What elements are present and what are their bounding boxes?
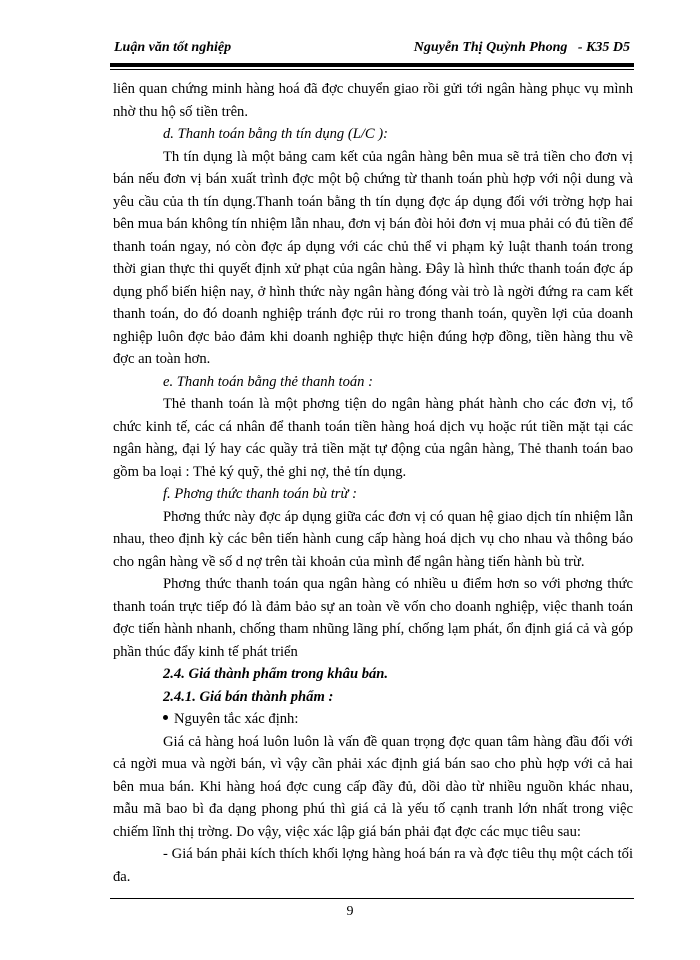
paragraph-lc: Th tín dụng là một bảng cam kết của ngân hàng bên mua sẽ trả tiền cho đơn vị bán nếu đơn vị bán xuất trình đợc một bộ chứng từ thanh toán phù hợp với nội dung và yêu cầu của th tín dụng.Thanh toán bằng th tín dụng đợc áp dụng đối với trờng hợp hai bên mua bán không tín nhiệm lẫn nhau, đơn vị bán đòi hỏi đơn vị mua phải có đủ tiền để thanh toán ngay, nó còn đợc áp dụng với các chủ thể vi phạm kỷ luật thanh toán trong thời gian thực thi quyết định xử phạt của ngân hàng. Đây là hình thức thanh toán đợc áp dụng phổ biến hiện nay, ở hình thức này ngân hàng đóng vài trò là ngời đứng ra cam kết thanh toán, do đó doanh nghiệp tránh đợc rủi ro trong thanh toán, quyền lợi của doanh nghiệp luôn đợc bảo đảm khi doanh nghiệp thực hiện đúng hợp đồng, tiền hàng thu về đợc an toàn hơn. [113,148,633,367]
paragraph-advantages: Phơng thức thanh toán qua ngân hàng có nhiều u điểm hơn so với phơng thức thanh toán trực tiếp đó là đảm bảo sự an toàn về vốn cho doanh nghiệp, việc thanh toán đợc tiến hành nhanh, chống tham nhũng lãng phí, chống lạm phát, ổn định giá cả và góp phần thúc đẩy kinh tế phát triển [113,576,633,660]
subheading-lc: d. Thanh toán bằng th tín dụng (L/C ): [163,126,388,142]
section-heading-2-4-1: 2.4.1. Giá bán thành phẩm : [163,688,334,705]
paragraph-pricing: Giá cả hàng hoá luôn luôn là vấn đề quan trọng đợc quan tâm hàng đầu đối với cả ngời mua và ngời bán, vì vậy cần phải xác định giá bán sao cho phù hợp với cả hai bên mua bán. Khi hàng hoá đợc cung cấp đầy đủ, dồi dào từ nhiều nguồn khác nhau, mẫu mã bao bì đa dạng phong phú thì giá cả là yếu tố cạnh tranh lớn nhất trong việc chiếm lĩnh thị trờng. Do vậy, việc xác lập giá bán phải đạt đợc các mục tiêu sau: [113,733,633,840]
body-text [113,78,633,888]
paragraph-card: Thẻ thanh toán là một phơng tiện do ngân hàng phát hành cho các đơn vị, tổ chức kinh tế, các cá nhân để thanh toán tiền hàng hoá dịch vụ hoặc rút tiền mặt tại các ngân hàng, đại lý hay các quầy trả tiền mặt tự động của ngân hàng, Thẻ thanh toán bao gồm ba loại : Thẻ ký quỹ, thẻ ghi nợ, thẻ tín dụng. [113,396,633,480]
page-number: 9 [346,904,354,919]
bullet-label: Nguyên tắc xác định: [174,711,299,727]
paragraph-offset: Phơng thức này đợc áp dụng giữa các đơn vị có quan hệ giao dịch tín nhiệm lẫn nhau, theo định kỳ các bên tiến hành cung cấp hàng hoá dịch vụ cho nhau và thông báo cho ngân hàng về số d nợ trên tài khoản của mình để ngân hàng tiến hành bù trừ. [113,508,633,570]
page-header [110,36,630,60]
header-rule-thin [110,69,634,70]
header-author: Nguyễn Thị Quỳnh Phong - K35 D5 [413,40,630,55]
paragraph-continuation: liên quan chứng minh hàng hoá đã đợc chuyển giao rồi gửi tới ngân hàng phục vụ mình nhờ thu hộ số tiền trên. [113,81,633,120]
paragraph-objective: - Giá bán phải kích thích khối lợng hàng hoá bán ra và đợc tiêu thụ một cách tối đa. [113,846,633,885]
header-rule-thick [110,63,634,67]
subheading-card: e. Thanh toán bằng thẻ thanh toán : [163,373,373,390]
bullet-item [113,708,633,731]
subheading-offset: f. Phơng thức thanh toán bù trừ : [163,486,357,502]
header-thesis-title: Luận văn tốt nghiệp [114,40,232,55]
footer-rule [110,898,634,899]
section-heading-2-4: 2.4. Giá thành phẩm trong khâu bán. [163,666,389,682]
bullet-dot-icon [163,715,168,720]
